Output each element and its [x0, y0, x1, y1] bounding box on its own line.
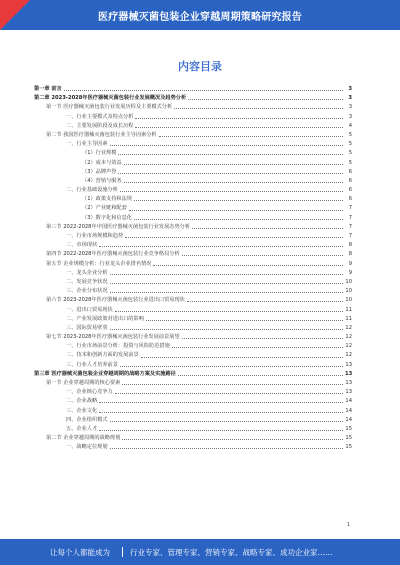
toc-entry-label: 一、行业市场规模和趋势 — [66, 233, 124, 239]
toc-entry[interactable] — [34, 296, 352, 305]
toc-entry-page: 12 — [345, 343, 352, 350]
toc-entry-label: 二、主要发展阶段及成长历程 — [66, 122, 134, 129]
toc-entry-page: 3 — [348, 104, 352, 111]
toc-entry[interactable] — [34, 379, 352, 388]
header-bar — [0, 0, 400, 30]
toc-entry[interactable] — [34, 278, 352, 287]
toc-entry-label: 二、企业战略 — [66, 398, 98, 405]
toc-dot-leader — [134, 219, 343, 220]
toc-dot-leader — [120, 366, 343, 367]
toc-entry[interactable] — [34, 351, 352, 360]
toc-entry-label: 三、企业文化 — [66, 407, 98, 414]
toc-entry-page: 6 — [348, 196, 352, 203]
toc-entry-page: 3 — [348, 86, 352, 92]
toc-entry-label: 第一章 前言 — [34, 86, 62, 92]
toc-dot-leader — [129, 210, 343, 211]
toc-entry-page: 3 — [348, 95, 352, 102]
toc-entry-label: （1）行业规模 — [82, 150, 117, 157]
toc-entry-label: 二、技术和创新方面的发展前景 — [66, 352, 139, 359]
toc-entry[interactable] — [34, 269, 352, 278]
toc-dot-leader — [115, 393, 343, 394]
toc-entry-page: 7 — [348, 205, 352, 212]
toc-entry-label: （2）产业链和配套 — [82, 205, 127, 212]
toc-dot-leader — [187, 301, 343, 302]
toc-dot-leader — [182, 338, 343, 339]
toc-entry-page: 13 — [345, 380, 352, 386]
toc-entry-page: 15 — [345, 435, 352, 442]
toc-entry-page: 9 — [348, 260, 352, 267]
toc-entry-label: （4）营销与服务 — [82, 177, 122, 184]
toc-entry-label: 第二节 企业穿越周期的战略规划 — [46, 435, 121, 442]
toc-entry-label: 一、进出口贸易现状 — [66, 306, 113, 313]
toc-entry-label: 一、企业核心竞争力 — [66, 389, 113, 396]
page-number: 1 — [346, 522, 350, 528]
toc-dot-leader — [134, 200, 343, 201]
toc-entry-page: 12 — [345, 352, 352, 359]
toc-entry[interactable] — [34, 241, 352, 250]
toc-dot-leader — [172, 347, 343, 348]
toc-dot-leader — [188, 99, 343, 100]
toc-entry-page: 6 — [348, 168, 352, 175]
toc-entry-page: 7 — [348, 223, 352, 230]
toc-entry[interactable] — [34, 315, 352, 324]
toc-dot-leader — [99, 412, 343, 413]
toc-entry[interactable] — [34, 140, 352, 149]
toc-entry-label: 四、企业组织模式 — [66, 416, 108, 423]
footer-bar — [0, 539, 400, 565]
toc-dot-leader — [153, 265, 343, 266]
toc-dot-leader — [118, 154, 343, 155]
toc-entry[interactable] — [34, 168, 352, 177]
toc-dot-leader — [110, 274, 343, 275]
toc-entry-page: 7 — [348, 233, 352, 239]
toc-entry[interactable] — [34, 425, 352, 434]
toc-entry-page: 5 — [348, 159, 352, 166]
toc-entry-page: 10 — [345, 297, 352, 304]
toc-entry[interactable] — [34, 85, 352, 94]
toc-entry-label: 第一节 企业穿越周期的核心要素 — [46, 380, 121, 386]
toc-dot-leader — [122, 384, 343, 385]
toc-entry[interactable] — [34, 260, 352, 269]
toc-entry[interactable] — [34, 443, 352, 452]
toc-dot-leader — [124, 164, 343, 165]
toc-dot-leader — [64, 90, 343, 91]
toc-entry-page: 10 — [345, 288, 352, 295]
toc-dot-leader — [110, 329, 343, 330]
toc-dot-leader — [122, 439, 343, 440]
toc-dot-leader — [99, 402, 343, 403]
toc-dot-leader — [124, 182, 343, 183]
toc-entry-page: 9 — [348, 269, 352, 276]
toc-entry[interactable] — [34, 324, 352, 333]
toc-entry-label: 二、行业基础设施分析 — [66, 187, 118, 194]
toc-entry-label: 一、行业主要模式及特点分析 — [66, 113, 134, 120]
toc-entry-label: 第四节 2022-2028年医疗器械灭菌包装行业竞争格局分析 — [46, 251, 180, 258]
footer-divider — [122, 547, 123, 557]
toc-dot-leader — [110, 145, 343, 146]
toc-entry-label: 第五节 企业规模分析：行业龙头企业排名情况 — [46, 260, 152, 267]
toc-dot-leader — [174, 108, 343, 109]
toc-entry-label: 二、发展竞争状况 — [66, 278, 108, 285]
toc-entry-page: 12 — [345, 334, 352, 341]
toc-heading: 内容目录 — [178, 60, 222, 73]
toc-entry-page: 3 — [348, 113, 352, 120]
toc-entry-page: 11 — [345, 315, 352, 322]
report-title: 医疗器械灭菌包装企业穿越周期策略研究报告 — [98, 12, 302, 23]
toc-entry-label: （3）品牌声誉 — [82, 168, 117, 175]
toc-entry-page: 4 — [348, 122, 352, 129]
toc-entry[interactable] — [34, 388, 352, 397]
toc-entry-label: 五、企业人才 — [66, 425, 98, 432]
toc-entry[interactable] — [34, 159, 352, 168]
footer-slogan-right: 行业专家、管理专家、营销专家、战略专家、成功企业家…… — [130, 548, 333, 557]
toc-entry[interactable] — [34, 131, 352, 140]
toc-entry-label: 一、龙头企业分析 — [66, 269, 108, 276]
toc-entry[interactable] — [34, 232, 352, 241]
toc-dot-leader — [115, 311, 343, 312]
toc-entry-label: （2）成本与效益 — [82, 159, 122, 166]
toc-entry[interactable] — [34, 94, 352, 103]
toc-entry[interactable] — [34, 186, 352, 195]
toc-entry[interactable] — [34, 407, 352, 416]
toc-entry-label: 第二节 我国医疗器械灭菌包装行业主导因素分析 — [46, 131, 157, 138]
toc-entry-label: 三、行业人才培养前景 — [66, 361, 118, 368]
toc-dot-leader — [110, 421, 343, 422]
toc-entry[interactable] — [34, 370, 352, 379]
toc-entry-page: 5 — [348, 131, 352, 138]
toc-entry[interactable] — [34, 397, 352, 406]
toc-entry-page: 6 — [348, 187, 352, 194]
toc-entry-label: 一、战略定位规划 — [66, 444, 108, 451]
toc-entry-label: 三、企业分布状况 — [66, 288, 108, 295]
toc-dot-leader — [110, 448, 343, 449]
toc-dot-leader — [182, 255, 343, 256]
toc-entry-label: 二、市场现状 — [66, 242, 98, 249]
toc-entry[interactable] — [34, 177, 352, 186]
toc-entry-page: 13 — [345, 370, 353, 377]
toc-entry[interactable] — [34, 434, 352, 443]
toc-entry-page: 8 — [348, 242, 352, 249]
toc-entry-page: 6 — [348, 177, 352, 184]
toc-entry-page: 14 — [345, 407, 352, 414]
toc-dot-leader — [120, 191, 343, 192]
toc-entry[interactable] — [34, 342, 352, 351]
toc-entry-label: 第一节 医疗器械灭菌包装行业发展历程及主要模式分析 — [46, 104, 173, 111]
toc-dot-leader — [99, 246, 343, 247]
toc-entry[interactable] — [34, 122, 352, 131]
toc-entry[interactable] — [34, 204, 352, 213]
toc-dot-leader — [159, 136, 343, 137]
toc-dot-leader — [110, 292, 343, 293]
table-of-contents — [34, 85, 352, 453]
toc-entry[interactable] — [34, 333, 352, 342]
toc-entry[interactable] — [34, 361, 352, 370]
toc-entry[interactable] — [34, 223, 352, 232]
toc-entry-page: 8 — [348, 251, 352, 258]
toc-entry[interactable] — [34, 149, 352, 158]
toc-entry-label: （3）数字化和信息化 — [82, 214, 132, 221]
toc-dot-leader — [110, 283, 343, 284]
toc-entry-page: 5 — [348, 150, 352, 157]
toc-entry-label: 一、行业市场前景分析：投资与风险防范措施 — [66, 343, 170, 350]
toc-entry-label: （1）政策支持和法规 — [82, 196, 132, 203]
toc-entry-label: 二、产业发展政策对进出口的影响 — [66, 315, 144, 322]
toc-entry-label: 第六节 2023-2028年医疗器械灭菌包装行业进出口贸易现状 — [46, 297, 185, 304]
toc-entry-label: 第二章 2023-2028年医疗器械灭菌包装行业发展概况及趋势分析 — [34, 95, 187, 102]
toc-entry[interactable] — [34, 103, 352, 112]
toc-dot-leader — [118, 173, 343, 174]
footer-slogan-left: 让每个人都能成为 — [50, 548, 110, 557]
toc-entry[interactable] — [34, 195, 352, 204]
toc-entry-page: 13 — [345, 389, 352, 396]
toc-dot-leader — [99, 430, 343, 431]
toc-entry-page: 7 — [348, 214, 352, 221]
toc-entry-page: 10 — [345, 278, 352, 285]
toc-dot-leader — [141, 357, 343, 358]
toc-entry-page: 11 — [345, 306, 352, 313]
toc-entry[interactable] — [34, 113, 352, 122]
toc-entry[interactable] — [34, 416, 352, 425]
toc-dot-leader — [125, 237, 343, 238]
toc-entry-page: 5 — [348, 141, 352, 148]
toc-entry-label: 一、行业主导因素 — [66, 141, 108, 148]
toc-entry-label: 第七节 2023-2028年医疗器械灭菌包装行业发展前景展望 — [46, 334, 180, 341]
toc-dot-leader — [135, 118, 343, 119]
toc-entry-page: 15 — [345, 444, 352, 451]
toc-entry-page: 14 — [345, 416, 352, 423]
toc-dot-leader — [178, 375, 343, 376]
toc-dot-leader — [192, 228, 343, 229]
toc-dot-leader — [146, 320, 343, 321]
toc-entry[interactable] — [34, 287, 352, 296]
toc-entry-label: 第三章 医疗器械灭菌包装企业穿越周期的战略方案及实施路径 — [34, 370, 176, 377]
toc-entry-label: 第三节 2022-2028年中国医疗器械灭菌包装行业发展态势分析 — [46, 223, 191, 230]
toc-entry-page: 13 — [345, 361, 352, 368]
toc-entry[interactable] — [34, 214, 352, 223]
toc-entry-page: 12 — [345, 324, 352, 331]
toc-entry[interactable] — [34, 250, 352, 259]
toc-entry-page: 15 — [345, 425, 352, 432]
toc-entry-label: 三、国际贸易壁垒 — [66, 324, 108, 331]
toc-dot-leader — [135, 127, 343, 128]
toc-entry-page: 14 — [345, 398, 352, 405]
toc-entry[interactable] — [34, 306, 352, 315]
